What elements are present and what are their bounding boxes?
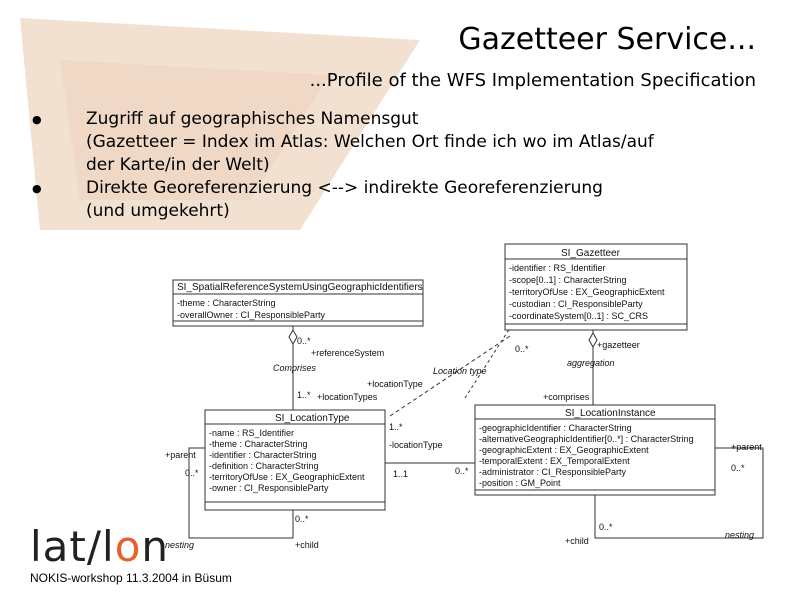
srs-attr: -theme : CharacterString <box>177 298 276 308</box>
role-label: +locationTypes <box>317 392 378 402</box>
gazetteer-attr: -scope[0..1] : CharacterString <box>509 275 627 285</box>
logo-text: l <box>102 522 115 571</box>
bullet-item <box>30 177 710 223</box>
location-instance-attr: -geographicIdentifier : CharacterString <box>479 423 632 433</box>
gazetteer-attr: -coordinateSystem[0..1] : SC_CRS <box>509 311 649 321</box>
association-name: Comprises <box>273 363 317 373</box>
bullet-list <box>30 108 710 223</box>
role-label: +referenceSystem <box>311 348 385 358</box>
bullet-line: Zugriff auf geographisches Namensgut <box>86 109 419 129</box>
role-label: +parent <box>731 442 762 452</box>
role-label: +child <box>295 540 319 550</box>
slide-title: Gazetteer Service... <box>458 22 756 57</box>
association-name: nesting <box>725 530 755 540</box>
location-type-class-box <box>205 410 385 510</box>
footer-text: NOKIS-workshop 11.3.2004 in Büsum <box>30 571 232 585</box>
location-instance-attr: -position : GM_Point <box>479 478 561 488</box>
multiplicity-label: 0..* <box>455 466 469 476</box>
association-name: aggregation <box>567 358 615 368</box>
logo-accent-letter: o <box>114 522 142 571</box>
bullet-line: der Karte/in der Welt) <box>86 155 270 175</box>
role-label: -locationType <box>389 440 443 450</box>
role-label: +child <box>565 536 589 546</box>
location-type-attr: -territoryOfUse : EX_GeographicExtent <box>209 472 365 482</box>
bullet-dot-icon: ● <box>32 182 42 195</box>
location-type-attr: -definition : CharacterString <box>209 461 319 471</box>
location-type-class-name: SI_LocationType <box>275 413 350 424</box>
location-type-attr: -identifier : CharacterString <box>209 450 317 460</box>
logo-text: n <box>141 522 170 571</box>
role-label: +gazetteer <box>597 340 640 350</box>
location-type-attr: -owner : CI_ResponsibleParty <box>209 483 329 493</box>
multiplicity-label: 0..* <box>731 463 745 473</box>
latlon-logo <box>30 522 169 571</box>
bullet-line: Direkte Georeferenzierung <--> indirekte Georeferenzierung <box>86 178 603 198</box>
uml-class-diagram <box>165 238 770 553</box>
role-label: +comprises <box>543 392 590 402</box>
srs-class-name: SI_SpatialReferenceSystemUsingGeographicIdentifiers <box>177 282 423 293</box>
multiplicity-label: 0..* <box>295 514 309 524</box>
bullet-dot-icon: ● <box>32 113 42 126</box>
location-instance-attr: -temporalExtent : EX_TemporalExtent <box>479 456 630 466</box>
location-instance-attr: -administrator : CI_ResponsibleParty <box>479 467 627 477</box>
association-name: Location type <box>433 366 487 376</box>
gazetteer-class-name: SI_Gazetteer <box>561 248 620 259</box>
location-instance-attr: -geographicExtent : EX_GeographicExtent <box>479 445 649 455</box>
multiplicity-label: 1..* <box>389 422 403 432</box>
bullet-line: (und umgekehrt) <box>86 201 230 221</box>
role-label: +locationType <box>367 379 423 389</box>
location-instance-attr: -alternativeGeographicIdentifier[0..*] : CharacterString <box>479 434 694 444</box>
association-name: nesting <box>165 540 195 550</box>
bullet-item <box>30 108 710 177</box>
location-type-attr: -name : RS_Identifier <box>209 428 295 438</box>
gazetteer-attr: -custodian : CI_ResponsibleParty <box>509 299 643 309</box>
role-label: +parent <box>165 450 196 460</box>
location-type-attr: -theme : CharacterString <box>209 439 308 449</box>
multiplicity-label: 1..1 <box>393 469 409 479</box>
location-instance-class-name: SI_LocationInstance <box>565 408 656 419</box>
multiplicity-label: 0..* <box>185 468 199 478</box>
multiplicity-label: 1..* <box>297 390 311 400</box>
multiplicity-label: 0..* <box>515 344 529 354</box>
location-type-association <box>390 336 510 416</box>
bullet-line: (Gazetteer = Index im Atlas: Welchen Ort finde ich wo im Atlas/auf <box>86 132 654 152</box>
slide-subtitle: ...Profile of the WFS Implementation Specification <box>309 70 756 91</box>
srs-attr: -overallOwner : CI_ResponsibleParty <box>177 310 326 320</box>
multiplicity-label: 0..* <box>599 522 613 532</box>
gazetteer-attr: -territoryOfUse : EX_GeographicExtent <box>509 287 665 297</box>
multiplicity-label: 0..* <box>297 336 311 346</box>
gazetteer-attr: -identifier : RS_Identifier <box>509 263 606 273</box>
logo-text: lat/ <box>30 522 103 571</box>
